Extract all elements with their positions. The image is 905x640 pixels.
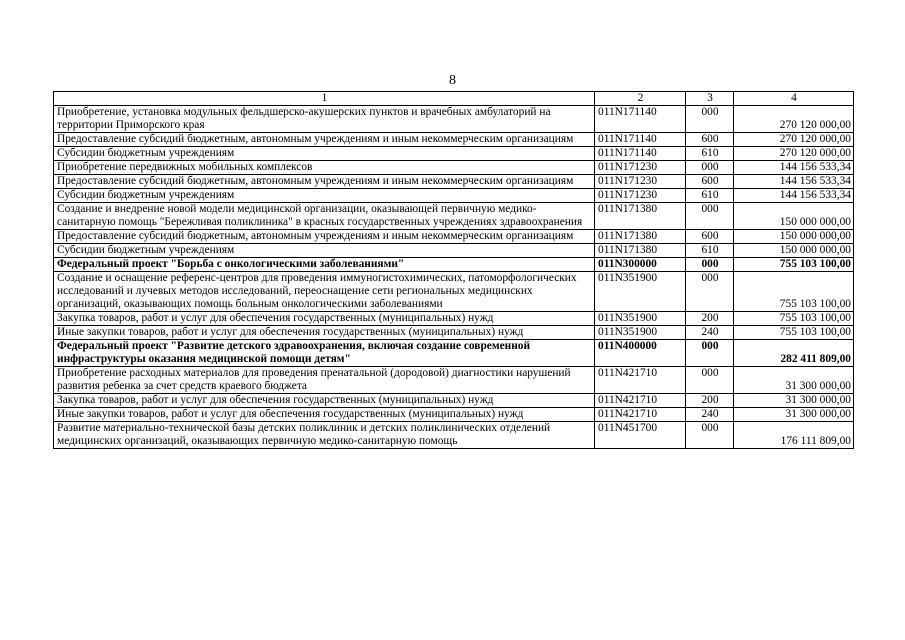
table-row xyxy=(54,326,854,340)
expense-type-cell: 610 xyxy=(686,189,734,203)
expense-name-cell: Приобретение передвижных мобильных комплексов xyxy=(54,161,595,175)
table-row xyxy=(54,133,854,147)
target-code-cell: 011N171140 xyxy=(595,147,686,161)
amount-cell: 755 103 100,00 xyxy=(734,272,854,312)
table-row xyxy=(54,394,854,408)
table-row xyxy=(54,408,854,422)
target-code-cell: 011N171380 xyxy=(595,203,686,230)
expense-name-cell: Предоставление субсидий бюджетным, автономным учреждениям и иным некоммерческим организациям xyxy=(54,133,595,147)
column-header-4: 4 xyxy=(734,92,854,106)
amount-cell: 144 156 533,34 xyxy=(734,161,854,175)
target-code-cell: 011N421710 xyxy=(595,408,686,422)
target-code-cell: 011N351900 xyxy=(595,326,686,340)
expense-name-cell: Предоставление субсидий бюджетным, автономным учреждениям и иным некоммерческим организациям xyxy=(54,175,595,189)
expense-type-cell: 240 xyxy=(686,408,734,422)
amount-cell: 270 120 000,00 xyxy=(734,106,854,133)
amount-cell: 755 103 100,00 xyxy=(734,312,854,326)
expense-type-cell: 000 xyxy=(686,422,734,449)
column-header-1: 1 xyxy=(54,92,595,106)
expense-name-cell: Приобретение, установка модульных фельдшерско-акушерских пунктов и врачебных амбулаторий на территории Приморского края xyxy=(54,106,595,133)
target-code-cell: 011N171140 xyxy=(595,106,686,133)
expense-type-cell: 000 xyxy=(686,258,734,272)
expense-name-cell: Субсидии бюджетным учреждениям xyxy=(54,244,595,258)
table-row xyxy=(54,230,854,244)
table-row xyxy=(54,422,854,449)
amount-cell: 270 120 000,00 xyxy=(734,147,854,161)
expense-type-cell: 610 xyxy=(686,147,734,161)
amount-cell: 176 111 809,00 xyxy=(734,422,854,449)
target-code-cell: 011N351900 xyxy=(595,272,686,312)
target-code-cell: 011N171380 xyxy=(595,230,686,244)
expense-name-cell: Закупка товаров, работ и услуг для обеспечения государственных (муниципальных) нужд xyxy=(54,394,595,408)
expense-name-cell: Создание и оснащение референс-центров для проведения иммуногистохимических, патоморфологических исследований и лучевых методов исследований, переоснащение сети региональных медицинских организаций, оказывающих помощь больным онкологическими заболеваниями xyxy=(54,272,595,312)
amount-cell: 144 156 533,34 xyxy=(734,175,854,189)
table-row xyxy=(54,340,854,367)
amount-cell: 144 156 533,34 xyxy=(734,189,854,203)
amount-cell: 150 000 000,00 xyxy=(734,244,854,258)
expense-name-cell: Приобретение расходных материалов для проведения пренатальной (дородовой) диагностики нарушений развития ребенка за счет средств краевого бюджета xyxy=(54,367,595,394)
target-code-cell: 011N421710 xyxy=(595,367,686,394)
target-code-cell: 011N171230 xyxy=(595,175,686,189)
table-row xyxy=(54,244,854,258)
target-code-cell: 011N171230 xyxy=(595,189,686,203)
target-code-cell: 011N171380 xyxy=(595,244,686,258)
expense-type-cell: 000 xyxy=(686,203,734,230)
amount-cell: 31 300 000,00 xyxy=(734,408,854,422)
expense-name-cell: Иные закупки товаров, работ и услуг для обеспечения государственных (муниципальных) нужд xyxy=(54,326,595,340)
expense-type-cell: 200 xyxy=(686,312,734,326)
target-code-cell: 011N300000 xyxy=(595,258,686,272)
expense-name-cell: Федеральный проект "Развитие детского здравоохранения, включая создание современной инфраструктуры оказания медицинской помощи детям" xyxy=(54,340,595,367)
expense-type-cell: 600 xyxy=(686,175,734,189)
amount-cell: 755 103 100,00 xyxy=(734,258,854,272)
amount-cell: 31 300 000,00 xyxy=(734,394,854,408)
target-code-cell: 011N400000 xyxy=(595,340,686,367)
expense-name-cell: Субсидии бюджетным учреждениям xyxy=(54,189,595,203)
table-row xyxy=(54,312,854,326)
table-row xyxy=(54,189,854,203)
amount-cell: 31 300 000,00 xyxy=(734,367,854,394)
expense-type-cell: 000 xyxy=(686,106,734,133)
amount-cell: 282 411 809,00 xyxy=(734,340,854,367)
table-row xyxy=(54,367,854,394)
table-row xyxy=(54,147,854,161)
expense-name-cell: Иные закупки товаров, работ и услуг для обеспечения государственных (муниципальных) нужд xyxy=(54,408,595,422)
amount-cell: 270 120 000,00 xyxy=(734,133,854,147)
table-row xyxy=(54,175,854,189)
amount-cell: 755 103 100,00 xyxy=(734,326,854,340)
expense-type-cell: 000 xyxy=(686,272,734,312)
table-header-row xyxy=(54,92,854,106)
table-row xyxy=(54,272,854,312)
table-row xyxy=(54,161,854,175)
expense-type-cell: 000 xyxy=(686,367,734,394)
expense-type-cell: 000 xyxy=(686,161,734,175)
page-number: 8 xyxy=(449,73,456,88)
target-code-cell: 011N451700 xyxy=(595,422,686,449)
expense-name-cell: Закупка товаров, работ и услуг для обеспечения государственных (муниципальных) нужд xyxy=(54,312,595,326)
expense-type-cell: 240 xyxy=(686,326,734,340)
expense-type-cell: 000 xyxy=(686,340,734,367)
expense-type-cell: 600 xyxy=(686,133,734,147)
target-code-cell: 011N171140 xyxy=(595,133,686,147)
table-row xyxy=(54,106,854,133)
expense-name-cell: Субсидии бюджетным учреждениям xyxy=(54,147,595,161)
table-row xyxy=(54,203,854,230)
column-header-3: 3 xyxy=(686,92,734,106)
expense-name-cell: Создание и внедрение новой модели медицинской организации, оказывающей первичную медико-санитарную помощь "Бережливая поликлиника" в красных государственных учреждениях здравоохранения xyxy=(54,203,595,230)
budget-table-body xyxy=(54,92,854,449)
table-row xyxy=(54,258,854,272)
budget-table xyxy=(53,91,854,449)
target-code-cell: 011N421710 xyxy=(595,394,686,408)
column-header-2: 2 xyxy=(595,92,686,106)
target-code-cell: 011N171230 xyxy=(595,161,686,175)
expense-type-cell: 200 xyxy=(686,394,734,408)
expense-type-cell: 600 xyxy=(686,230,734,244)
expense-type-cell: 610 xyxy=(686,244,734,258)
amount-cell: 150 000 000,00 xyxy=(734,230,854,244)
target-code-cell: 011N351900 xyxy=(595,312,686,326)
expense-name-cell: Развитие материально-технической базы детских поликлиник и детских поликлинических отделений медицинских организаций, оказывающих первичную медико-санитарную помощь xyxy=(54,422,595,449)
expense-name-cell: Предоставление субсидий бюджетным, автономным учреждениям и иным некоммерческим организациям xyxy=(54,230,595,244)
amount-cell: 150 000 000,00 xyxy=(734,203,854,230)
expense-name-cell: Федеральный проект "Борьба с онкологическими заболеваниями" xyxy=(54,258,595,272)
